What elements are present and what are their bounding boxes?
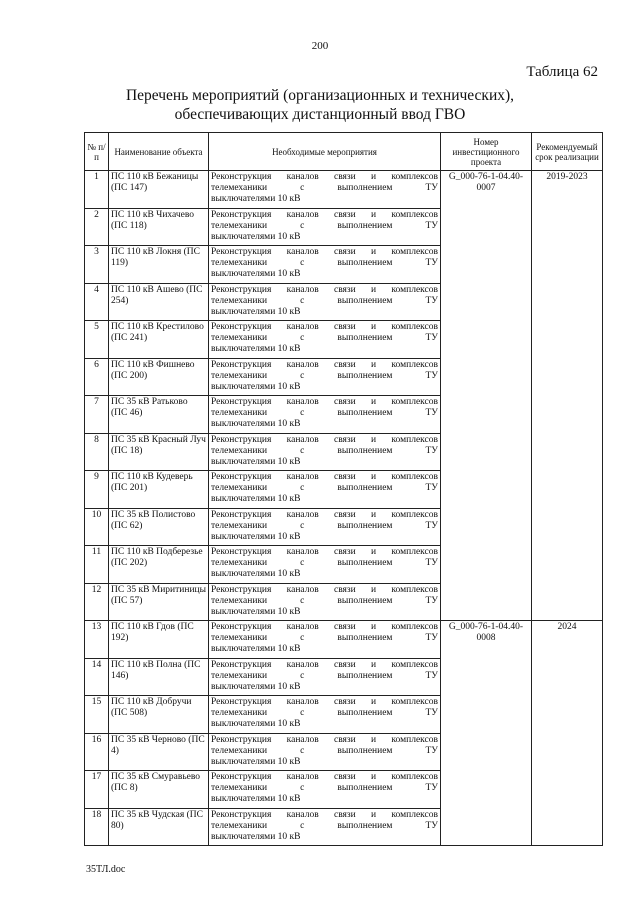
footer-filename: 35ТЛ.doc [86,864,126,875]
measure-line: Реконструкция каналов связи и комплексов [211,209,438,220]
measure-line: выключателями 10 кВ [211,606,301,617]
measure-line: телемеханики с выполнением ТУ [211,408,438,418]
table-row [85,171,603,209]
row-object-name: ПС 110 кВ Локня (ПС 119) [109,246,209,284]
measure-line: выключателями 10 кВ [211,569,301,579]
row-measures [209,321,441,359]
measure-line: выключателями 10 кВ [211,794,301,804]
row-number: 3 [85,246,109,284]
measure-line: телемеханики с выполнением ТУ [211,745,438,756]
measure-line: выключателями 10 кВ [211,419,301,429]
row-object-name: ПС 110 кВ Крестилово (ПС 241) [109,321,209,359]
row-object-name: ПС 110 кВ Ашево (ПС 254) [109,283,209,321]
table-label: Таблица 62 [526,64,598,80]
row-number: 18 [85,808,109,846]
row-object-name: ПС 35 кВ Чудская (ПС 80) [109,808,209,846]
investment-project-number: G_000-76-1-04.40-0008 [441,621,532,846]
measure-line: выключателями 10 кВ [211,494,301,504]
row-object-name: ПС 35 кВ Красный Луч (ПС 18) [109,433,209,471]
row-number: 9 [85,471,109,509]
measure-line: выключателями 10 кВ [211,269,301,279]
measure-line: выключателями 10 кВ [211,231,301,242]
title-line-1: Перечень мероприятий (организационных и технических), [125,87,515,104]
measure-line: телемеханики с выполнением ТУ [211,783,438,793]
measure-line: выключателями 10 кВ [211,381,301,392]
row-number: 6 [85,358,109,396]
row-object-name: ПС 35 кВ Полистово (ПС 62) [109,508,209,546]
row-object-name: ПС 110 кВ Добручи (ПС 508) [109,696,209,734]
measure-line: выключателями 10 кВ [211,681,301,692]
row-number: 14 [85,658,109,696]
measure-line: выключателями 10 кВ [211,456,301,467]
measure-line: телемеханики с выполнением ТУ [211,633,438,643]
measure-line: Реконструкция каналов связи и комплексов [211,359,438,370]
measure-line: телемеханики с выполнением ТУ [211,370,438,381]
row-measures [209,396,441,434]
row-number: 17 [85,771,109,809]
measure-line: выключателями 10 кВ [211,306,301,317]
measure-line: Реконструкция каналов связи и комплексов [211,172,438,182]
row-measures [209,771,441,809]
table-header-row [85,133,603,171]
investment-project-number: G_000-76-1-04.40-0007 [441,171,532,621]
measure-line: Реконструкция каналов связи и комплексов [211,584,438,595]
header-object: Наименование объекта [109,133,209,171]
row-object-name: ПС 110 кВ Бежаницы (ПС 147) [109,171,209,209]
measure-line: Реконструкция каналов связи и комплексов [211,247,438,257]
row-measures [209,171,441,209]
row-object-name: ПС 110 кВ Кудеверь (ПС 201) [109,471,209,509]
row-measures [209,208,441,246]
measure-line: Реконструкция каналов связи и комплексов [211,809,438,820]
table-row [85,621,603,659]
measure-line: телемеханики с выполнением ТУ [211,670,438,681]
measure-line: телемеханики с выполнением ТУ [211,820,438,831]
row-object-name: ПС 110 кВ Подберезье (ПС 202) [109,546,209,584]
measure-line: Реконструкция каналов связи и комплексов [211,734,438,745]
row-measures [209,658,441,696]
measure-line: выключателями 10 кВ [211,531,301,542]
measure-line: телемеханики с выполнением ТУ [211,708,438,718]
row-number: 13 [85,621,109,659]
measure-line: телемеханики с выполнением ТУ [211,183,438,193]
measure-line: телемеханики с выполнением ТУ [211,295,438,306]
row-object-name: ПС 35 кВ Черново (ПС 4) [109,733,209,771]
row-number: 11 [85,546,109,584]
row-object-name: ПС 110 кВ Полна (ПС 146) [109,658,209,696]
measure-line: Реконструкция каналов связи и комплексов [211,509,438,520]
row-number: 7 [85,396,109,434]
row-object-name: ПС 110 кВ Чихачево (ПС 118) [109,208,209,246]
measure-line: телемеханики с выполнением ТУ [211,483,438,493]
row-object-name: ПС 110 кВ Фишнево (ПС 200) [109,358,209,396]
measure-line: Реконструкция каналов связи и комплексов [211,472,438,482]
title-line-2: обеспечивающих дистанционный ввод ГВО [174,106,466,123]
table-body [85,171,603,846]
row-number: 8 [85,433,109,471]
measure-line: телемеханики с выполнением ТУ [211,220,438,231]
row-number: 1 [85,171,109,209]
row-object-name: ПС 35 кВ Миритиницы (ПС 57) [109,583,209,621]
measures-table [84,132,603,846]
measure-line: Реконструкция каналов связи и комплексов [211,322,438,332]
row-measures [209,433,441,471]
row-measures [209,696,441,734]
page-number: 200 [311,40,329,52]
row-measures [209,508,441,546]
row-measures [209,471,441,509]
document-title [0,86,640,124]
measure-line: выключателями 10 кВ [211,719,301,729]
header-measures: Необходимые мероприятия [209,133,441,171]
measure-line: Реконструкция каналов связи и комплексов [211,659,438,670]
header-project: Номер инвестиционного проекта [441,133,532,171]
measure-line: Реконструкция каналов связи и комплексов [211,547,438,557]
row-object-name: ПС 35 кВ Ратьково (ПС 46) [109,396,209,434]
row-measures [209,621,441,659]
measure-line: телемеханики с выполнением ТУ [211,333,438,343]
measure-line: телемеханики с выполнением ТУ [211,595,438,606]
measure-line: выключателями 10 кВ [211,644,301,654]
measure-line: выключателями 10 кВ [211,344,301,354]
row-number: 16 [85,733,109,771]
row-number: 12 [85,583,109,621]
row-object-name: ПС 35 кВ Смуравьево (ПС 8) [109,771,209,809]
measure-line: Реконструкция каналов связи и комплексов [211,622,438,632]
measure-line: телемеханики с выполнением ТУ [211,258,438,268]
header-num: № п/п [85,133,109,171]
row-measures [209,246,441,284]
implementation-term: 2019-2023 [532,171,603,621]
measure-line: выключателями 10 кВ [211,831,301,842]
row-number: 10 [85,508,109,546]
row-measures [209,283,441,321]
header-term: Рекомендуемый срок реализации [532,133,603,171]
measure-line: выключателями 10 кВ [211,194,301,204]
measure-line: телемеханики с выполнением ТУ [211,445,438,456]
measure-line: телемеханики с выполнением ТУ [211,520,438,531]
row-measures [209,358,441,396]
row-number: 5 [85,321,109,359]
row-measures [209,733,441,771]
measure-line: Реконструкция каналов связи и комплексов [211,697,438,707]
measure-line: Реконструкция каналов связи и комплексов [211,434,438,445]
measure-line: Реконструкция каналов связи и комплексов [211,397,438,407]
measure-line: Реконструкция каналов связи и комплексов [211,772,438,782]
measure-line: выключателями 10 кВ [211,756,301,767]
implementation-term: 2024 [532,621,603,846]
row-number: 2 [85,208,109,246]
row-number: 4 [85,283,109,321]
row-measures [209,546,441,584]
row-measures [209,583,441,621]
measure-line: Реконструкция каналов связи и комплексов [211,284,438,295]
row-object-name: ПС 110 кВ Гдов (ПС 192) [109,621,209,659]
row-number: 15 [85,696,109,734]
measure-line: телемеханики с выполнением ТУ [211,558,438,568]
row-measures [209,808,441,846]
